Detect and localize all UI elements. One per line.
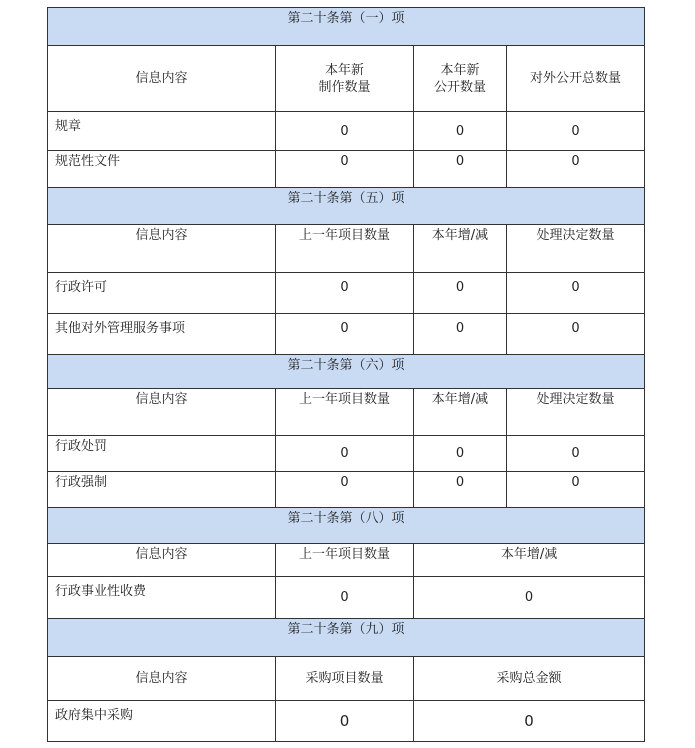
table-row: [48, 436, 645, 472]
column-header-line: 本年新 制作数量: [318, 62, 371, 95]
value-cell: 0: [414, 701, 645, 742]
column-header: 采购总金额: [414, 657, 645, 701]
column-header: 本年增/减: [414, 544, 645, 577]
section-header-row: [48, 8, 645, 46]
value-cell: 0: [507, 112, 645, 151]
value-cell: 0: [414, 436, 507, 472]
column-header: 信息内容: [48, 657, 276, 701]
column-header: 本年增/减: [414, 225, 507, 273]
value-cell: 0: [507, 151, 645, 188]
value-cell: 0: [276, 436, 414, 472]
value-cell: 0: [507, 314, 645, 355]
section-title: 第二十条第（八）项: [48, 508, 645, 544]
section-title: 第二十条第（九）项: [48, 619, 645, 657]
section-header-row: [48, 619, 645, 657]
section-title: 第二十条第（五）项: [48, 188, 645, 225]
table-row: [48, 577, 645, 619]
value-cell: 0: [276, 112, 414, 151]
value-cell: 0: [276, 151, 414, 188]
item-name: 行政处罚: [48, 436, 276, 472]
value-cell: 0: [414, 273, 507, 314]
item-name: 行政事业性收费: [48, 577, 276, 619]
table-row: [48, 314, 645, 355]
value-cell: 0: [276, 472, 414, 508]
item-name: 规章: [48, 112, 276, 151]
section-header-row: [48, 508, 645, 544]
value-cell: 0: [414, 314, 507, 355]
column-header-row: [48, 544, 645, 577]
section-title: 第二十条第（六）项: [48, 355, 645, 389]
disclosure-statistics-table: [47, 7, 645, 742]
item-name: 行政许可: [48, 273, 276, 314]
table-row: [48, 701, 645, 742]
value-cell: 0: [507, 436, 645, 472]
column-header: 信息内容: [48, 544, 276, 577]
column-header: [276, 46, 414, 112]
value-cell: 0: [507, 472, 645, 508]
table-row: [48, 151, 645, 188]
item-name: 政府集中采购: [48, 701, 276, 742]
value-cell: 0: [414, 151, 507, 188]
value-cell: 0: [414, 112, 507, 151]
column-header: 上一年项目数量: [276, 544, 414, 577]
column-header-row: [48, 389, 645, 436]
column-header-line: 本年新 公开数量: [433, 62, 486, 95]
column-header: 信息内容: [48, 389, 276, 436]
column-header-row: [48, 225, 645, 273]
section-header-row: [48, 355, 645, 389]
column-header: 本年增/减: [414, 389, 507, 436]
column-header: 处理决定数量: [507, 225, 645, 273]
value-cell: 0: [276, 273, 414, 314]
value-cell: 0: [507, 273, 645, 314]
column-header: 采购项目数量: [276, 657, 414, 701]
column-header: 对外公开总数量: [507, 46, 645, 112]
value-cell: 0: [414, 577, 645, 619]
item-name: 规范性文件: [48, 151, 276, 188]
column-header-row: [48, 657, 645, 701]
column-header: 处理决定数量: [507, 389, 645, 436]
value-cell: 0: [276, 314, 414, 355]
column-header: 上一年项目数量: [276, 389, 414, 436]
value-cell: 0: [276, 577, 414, 619]
table-row: [48, 273, 645, 314]
item-name: 行政强制: [48, 472, 276, 508]
column-header: 上一年项目数量: [276, 225, 414, 273]
column-header: 信息内容: [48, 225, 276, 273]
column-header-row: [48, 46, 645, 112]
table-row: [48, 472, 645, 508]
value-cell: 0: [414, 472, 507, 508]
table-row: [48, 112, 645, 151]
column-header: 信息内容: [48, 46, 276, 112]
section-title: 第二十条第（一）项: [48, 8, 645, 46]
value-cell: 0: [276, 701, 414, 742]
section-header-row: [48, 188, 645, 225]
column-header: [414, 46, 507, 112]
item-name: 其他对外管理服务事项: [48, 314, 276, 355]
